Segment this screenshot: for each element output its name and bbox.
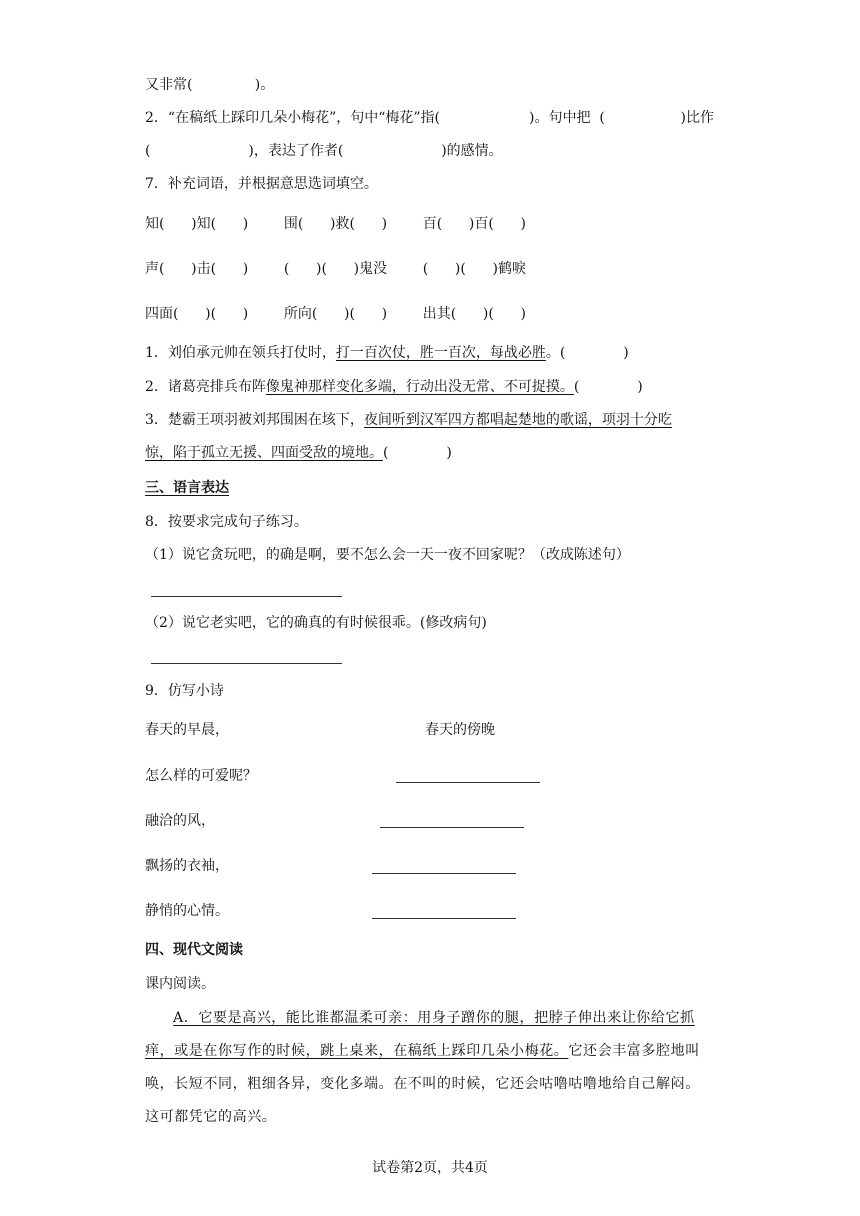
passage-line-1 [145, 1002, 720, 1035]
reading-passage [145, 1002, 720, 1134]
passage-underlined-1: 它要是高兴，能比谁都温柔可亲：用身子蹭你的腿，把脖子伸出来让你给它抓 [198, 1010, 695, 1026]
section-4-heading: 四、现代文阅读 [145, 942, 243, 958]
poem-left-line-4: 飘扬的衣袖， [145, 858, 229, 874]
poem-left-line-1: 春天的早晨， [145, 722, 229, 738]
question-9: 9．仿写小诗 [145, 683, 224, 699]
poem-blank-2[interactable] [380, 827, 524, 828]
line-03: ( )，表达了作者( )的感情。 [145, 143, 503, 159]
answer-blank-8-1[interactable] [151, 596, 342, 597]
poem-right-title: 春天的傍晚 [425, 722, 495, 738]
poem-blank-3[interactable] [372, 873, 516, 874]
poem-left-line-3: 融洽的风， [145, 813, 215, 829]
answer-blank-8-2[interactable] [151, 663, 342, 664]
item-3-underlined-1: 夜间听到汉军四方都唱起楚地的歌谣，项羽十分吃 [363, 412, 672, 428]
item-1-prefix: 1．刘伯承元帅在领兵打仗时， [145, 345, 336, 361]
page-footer: 试卷第2页，共4页 [372, 1160, 488, 1176]
question-8: 8．按要求完成句子练习。 [145, 514, 308, 530]
poem-left-line-5: 静悄的心情。 [145, 903, 229, 919]
item-3-suffix: ( ) [383, 445, 452, 461]
item-2 [145, 377, 643, 397]
poem-blank-1[interactable] [396, 782, 540, 783]
question-8-2: （2）说它老实吧，它的确真的有时候很乖。(修改病句) [145, 615, 487, 631]
item-1 [145, 343, 629, 363]
reading-intro: 课内阅读。 [145, 976, 215, 992]
item-2-prefix: 2．诸葛亮排兵布阵 [145, 379, 266, 395]
item-2-underlined: 像鬼神那样变化多端，行动出没无常、不可捉摸。 [265, 379, 574, 395]
passage-underlined-2: 痒，或是在你写作的时候，跳上桌来，在稿纸上踩印几朵小梅花。 [145, 1043, 569, 1059]
passage-line-3: 唤，长短不同，粗细各异，变化多端。在不叫的时候，它还会咕噜咕噜地给自己解闷。 [145, 1076, 700, 1092]
idiom-row-3: 四面( )( ) 所向( )( ) 出其( )( ) [145, 306, 526, 322]
item-3-line-1 [145, 410, 672, 430]
section-3-heading: 三、语言表达 [145, 480, 229, 496]
passage-line-2 [145, 1035, 720, 1068]
passage-rest-2: 它还会丰富多腔地叫 [568, 1043, 700, 1059]
question-8-1: （1）说它贪玩吧，的确是啊，要不怎么会一天一夜不回家呢？（改成陈述句） [145, 547, 630, 563]
item-2-suffix: ( ) [573, 379, 643, 395]
line-02: 2．“在稿纸上踩印几朵小梅花”，句中“梅花”指( )。句中把 ( )比作 [145, 110, 714, 126]
item-1-suffix: 。( ) [545, 345, 629, 361]
item-3-line-2 [145, 443, 452, 463]
item-3-prefix: 3．楚霸王项羽被刘邦围困在垓下， [145, 412, 364, 428]
poem-blank-4[interactable] [372, 918, 516, 919]
line-01: 又非常( )。 [145, 77, 275, 93]
item-3-underlined-2: 惊，陷于孤立无援、四面受敌的境地。 [145, 445, 383, 461]
idiom-row-2: 声( )击( ) ( )( )鬼没 ( )( )鹤唳 [145, 261, 526, 277]
passage-line-4: 这可都凭它的高兴。 [145, 1109, 277, 1125]
poem-left-line-2: 怎么样的可爱呢？ [145, 768, 257, 784]
item-1-underlined: 打一百次仗，胜一百次，每战必胜 [335, 345, 546, 361]
idiom-row-1: 知( )知( ) 围( )救( ) 百( )百( ) [145, 216, 526, 232]
passage-label: A． [173, 1010, 199, 1026]
question-7: 7．补充词语，并根据意思选词填空。 [145, 176, 378, 192]
